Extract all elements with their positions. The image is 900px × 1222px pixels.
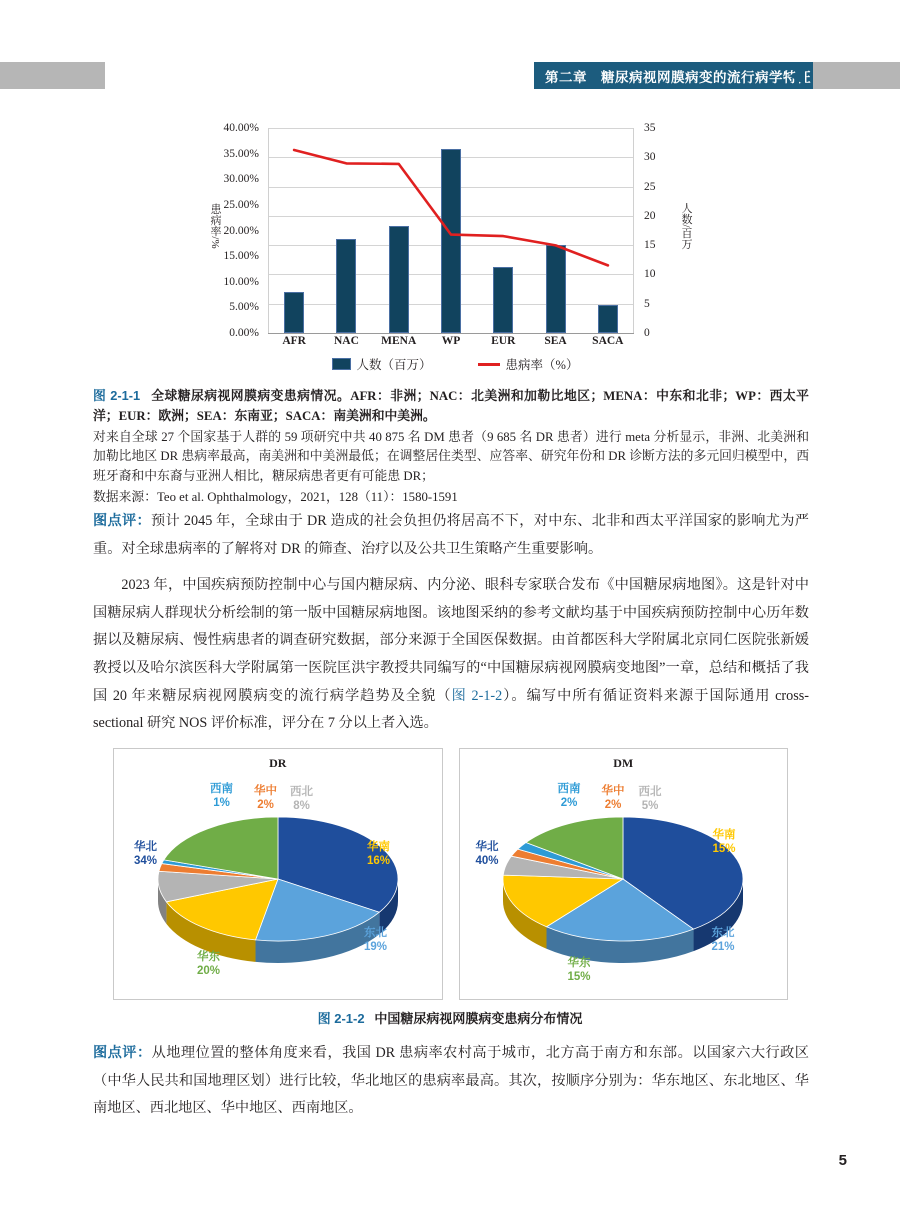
pie-chart-dm-title: DM (613, 756, 634, 770)
chart-legend (205, 355, 705, 373)
pie-slice-label (134, 841, 157, 868)
chart-bar (441, 149, 461, 334)
comment-label-2: 图点评： (93, 1045, 152, 1061)
pie-slice-label (364, 927, 387, 954)
pie-slice-label (254, 785, 277, 812)
figure-1-number: 图 2-1-1 (93, 388, 141, 403)
running-header (0, 62, 900, 92)
chart-bar-cell (477, 128, 529, 333)
figure-1-title: 全球糖尿病视网膜病变患病情况。AFR：非洲；NAC：北美洲和加勒比地区；MENA：中东和北非；WP：西太平洋；EUR：欧洲；SEA：东南亚；SACA：南美洲和中美洲。 (93, 389, 809, 423)
legend-label-line: 患病率（%） (505, 358, 579, 372)
pie-chart-dr (113, 748, 443, 1000)
pie-chart-dm (459, 748, 789, 1000)
pie-slice-label (639, 786, 662, 813)
figure-1-comment (93, 508, 809, 563)
pie-slice-label (210, 783, 233, 810)
legend-item-bar (332, 355, 432, 373)
pie-slice-label (476, 841, 499, 868)
comment-text-1: 预计 2045 年，全球由于 DR 造成的社会负担仍将居高不下，对中东、北非和西太平洋国家的影响尤为严重。对全球患病率的了解将对 DR 的筛查、治疗以及公共卫生策略产生重要影响。 (93, 513, 809, 557)
bar-line-chart (205, 118, 705, 383)
chart-y2-tick: 30 (644, 151, 656, 164)
pie-slice-label-name: 西南 (557, 783, 581, 795)
pie-slice-label-name: 华中 (601, 785, 625, 797)
figure-1-source: 数据来源：Teo et al. Ophthalmology，2021，128（11）：1580-1591 (93, 490, 458, 505)
pie-slice-label-name: 华南 (712, 829, 736, 841)
chart-y2-tick: 10 (644, 268, 656, 281)
comment-label-1: 图点评： (93, 513, 152, 529)
chart-x-tick: SACA (592, 335, 624, 347)
chart-y2-tick: 35 (644, 122, 656, 134)
chart-y-tick: 25.00% (223, 198, 259, 211)
chart-bar-cell (320, 128, 372, 333)
header-grey-bar-left (0, 62, 105, 89)
pie-slice-label-value: 2% (604, 798, 622, 811)
pie-slice-label-name: 华北 (475, 841, 499, 853)
pie-slice-label (713, 829, 736, 856)
figure-2-number: 图 2-1-2 (317, 1011, 365, 1026)
chart-plot-area (268, 128, 634, 333)
pie-slice-label-value: 40% (475, 854, 499, 867)
chart-y2-axis-title: 人数/百万 (680, 202, 692, 250)
pie-slice-label-value: 1% (213, 796, 230, 809)
chart-y-tick: 20.00% (223, 224, 259, 237)
chart-x-tick: SEA (544, 335, 567, 347)
pie-slice-label (290, 786, 313, 813)
legend-item-line (478, 355, 579, 373)
pie-slice-label (568, 957, 591, 984)
chart-y-tick: 5.00% (229, 301, 259, 314)
pie-slice-label-value: 15% (712, 842, 736, 855)
figure-1-caption (93, 386, 809, 427)
chart-bar (336, 239, 356, 333)
chart-x-tick: NAC (333, 335, 359, 347)
chart-gridline (268, 333, 634, 334)
body-paragraph-part2: ）。编写中所有循证资料来源于国际通用 cross-sectional 研究 NOS 评价标准，评分在 7 分以上者入选。 (93, 687, 809, 732)
chart-y2-tick: 0 (644, 327, 650, 339)
body-paragraph-part1: 2023 年，中国疾病预防控制中心与国内糖尿病、内分泌、眼科专家联合发布《中国糖尿病地图》。这是针对中国糖尿病人群现状分析绘制的第一版中国糖尿病地图。该地图采纳的参考文献均基于中国疾病预防控制中心历年数据以及糖尿病、慢性病患者的调查研究数据，部分来源于全国医保数据。由首都医科大学附属北京同仁医院张新媛教授以及哈尔滨医科大学附属第一医院匡洪宇教授共同编写的“中国糖尿病视网膜病变地图”一章，总结和概括了我国 20 年来糖尿病视网膜病变的流行病学趋势及全貌（ (93, 577, 809, 704)
chart-y-tick: 10.00% (223, 275, 259, 288)
page-number: 5 (838, 1152, 847, 1169)
pie-slice-label-value: 19% (364, 940, 388, 953)
chart-bar-cell (425, 128, 477, 333)
pie-slice-label-name: 华东 (197, 951, 221, 963)
triangle-left-icon (789, 67, 805, 85)
chart-bar-series (268, 128, 634, 333)
header-grey-bar-right (813, 62, 900, 89)
chart-bar-cell (529, 128, 581, 333)
pie-slice-label-name: 西南 (210, 783, 233, 795)
chart-y2-tick: 20 (644, 209, 656, 222)
pie-slice-label-name: 西北 (290, 786, 313, 798)
pie-slice-label-value: 2% (560, 796, 578, 809)
pie-chart-dr-title: DR (269, 756, 287, 770)
pie-slice-label-value: 2% (257, 798, 274, 811)
figure-2-comment (93, 1040, 809, 1123)
chart-bar (284, 292, 304, 333)
chart-y-tick: 0.00% (229, 327, 259, 339)
chart-x-tick: EUR (491, 335, 516, 347)
pie-slice-label-value: 5% (641, 799, 659, 812)
legend-label-bar: 人数（百万） (356, 358, 432, 372)
chart-x-tick: MENA (381, 335, 417, 347)
figure-2-title: 中国糖尿病视网膜病变患病分布情况 (374, 1011, 583, 1026)
pie-slice-label-name: 华北 (134, 841, 158, 853)
pie-slice-label (197, 951, 220, 978)
pie-slice-label-name: 东北 (711, 927, 735, 939)
chart-y-axis-title: 患病率/% (209, 203, 221, 249)
pie-slice-label (602, 785, 625, 812)
pie-slice-label-value: 15% (567, 970, 591, 983)
pie-slice-label-name: 华东 (567, 957, 591, 969)
chart-y2-tick: 25 (644, 180, 656, 193)
chart-bar-cell (268, 128, 320, 333)
body-paragraph (93, 572, 809, 738)
pie-slice-label (712, 927, 735, 954)
chapter-title: 第二章 糖尿病视网膜病变的流行病学特征 (534, 62, 822, 89)
chart-bar (546, 245, 566, 333)
chart-y-tick: 40.00% (223, 122, 259, 134)
chart-y2-tick: 5 (644, 297, 650, 310)
pie-slice-label-name: 西北 (638, 786, 662, 798)
chart-x-tick: AFR (282, 335, 306, 347)
pie-slice-label (367, 841, 390, 868)
chart-y-tick: 30.00% (223, 173, 259, 186)
legend-swatch-bar-icon (332, 358, 351, 370)
figure-1-caption-block (93, 386, 809, 508)
pie-slice-label (558, 783, 581, 810)
pie-slice-label-value: 20% (197, 964, 221, 977)
chart-y2-axis-labels (639, 118, 673, 339)
chart-bar (493, 267, 513, 333)
figure-2-caption (0, 1008, 900, 1027)
comment-text-2: 从地理位置的整体角度来看，我国 DR 患病率农村高于城市，北方高于南方和东部。以国家六大行政区（中华人民共和国地理区划）进行比较，华北地区的患病率最高。其次，按顺序分别为：华东地区、东北地区、华南地区、西北地区、华中地区、西南地区。 (93, 1045, 809, 1117)
figure-1-description: 对来自全球 27 个国家基于人群的 59 项研究中共 40 875 名 DM 患者（9 685 名 DR 患者）进行 meta 分析显示，非洲、北美洲和加勒比地区 DR 患病率最高，南美洲和中美洲最低；在调整居住类型、应答率、研究年份和 DR 诊断方法的多元回归模型中，西班牙裔和中东裔与亚洲人相比，糖尿病患者更有可能患 DR； (93, 429, 809, 484)
chart-y-tick: 35.00% (223, 147, 259, 160)
chart-bar-cell (373, 128, 425, 333)
chart-y2-tick: 15 (644, 239, 656, 252)
pie-slice-label-name: 东北 (364, 927, 388, 939)
chart-bar (598, 305, 618, 333)
pie-slice-label-value: 34% (134, 854, 158, 867)
chart-bar-cell (582, 128, 634, 333)
pie-slice-label-name: 华中 (254, 785, 277, 797)
legend-swatch-line-icon (478, 363, 500, 366)
pie-slice-label-name: 华南 (367, 841, 391, 853)
chart-y-tick: 15.00% (223, 250, 259, 263)
chart-bar (389, 226, 409, 333)
pie-slice-label-value: 16% (367, 854, 391, 867)
chart-x-axis-labels (268, 335, 634, 347)
pie-slice-label-value: 21% (711, 940, 735, 953)
pie-charts-container (113, 748, 788, 1000)
pie-slice-label-value: 8% (293, 799, 310, 812)
chart-x-tick: WP (441, 335, 461, 347)
figure-2-reference[interactable]: 图 2-1-2 (451, 687, 503, 704)
